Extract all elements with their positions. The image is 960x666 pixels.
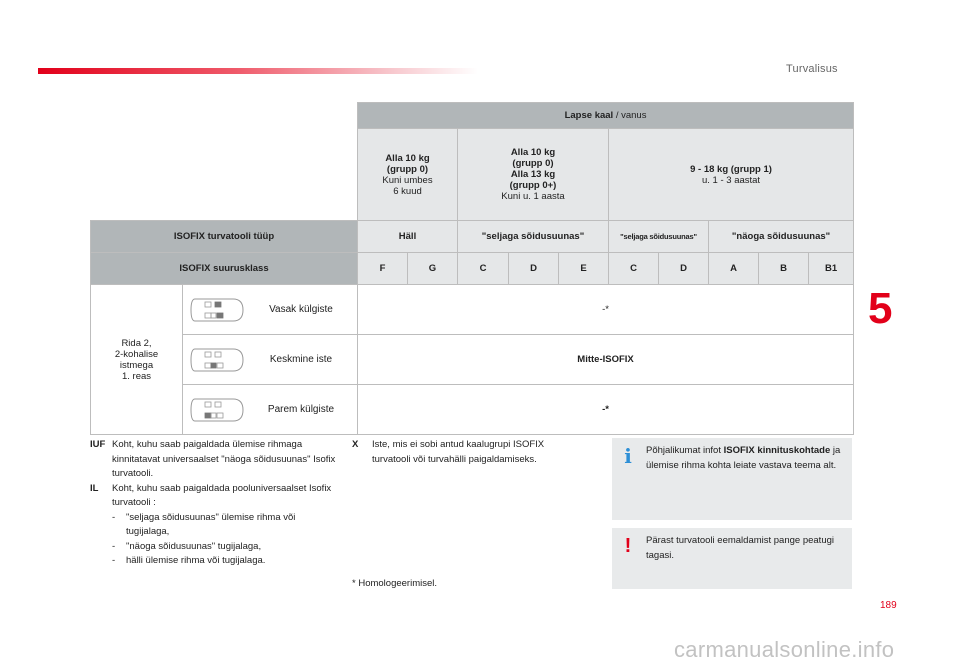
list-item: [90, 511, 340, 540]
x-key: X: [352, 439, 359, 450]
watermark: carmanualsonline.info: [674, 637, 895, 662]
list-item-text: "seljaga sõidusuunas" ülemise rihma või tugijalaga,: [126, 511, 296, 537]
size-class: D: [509, 253, 559, 285]
group-1-sub: u. 1 - 3 aastat: [701, 174, 761, 186]
seat-left-value: -*: [358, 285, 854, 335]
chapter-number: 5: [868, 284, 893, 333]
seat-middle-label: Keskmine iste: [269, 354, 333, 365]
group-0-line: (grupp 0): [386, 163, 429, 175]
size-class: B1: [809, 253, 854, 285]
list-item-text: "näoga sõidusuunas" tugijalaga,: [126, 540, 262, 552]
footnote: * Homologeerimisel.: [352, 578, 438, 589]
size-class: D: [659, 253, 709, 285]
seat-middle-cell: [183, 335, 358, 385]
il-key: IL: [90, 482, 99, 494]
weight-header-rest: / vanus: [613, 110, 647, 121]
list-dash: -: [112, 511, 116, 523]
page-number: 189: [880, 600, 897, 611]
group-0plus-sub: Kuni u. 1 aasta: [501, 191, 565, 202]
weight-header: [358, 103, 854, 129]
list-item: [90, 540, 340, 555]
group-0-sub: Kuni umbes: [382, 174, 433, 186]
info-text: [646, 444, 842, 473]
group-1-line: 9 - 18 kg (grupp 1): [690, 163, 772, 175]
car-seat-middle-icon: [189, 345, 245, 375]
size-class: G: [408, 253, 458, 285]
size-class: A: [709, 253, 759, 285]
group-0-sub: 6 kuud: [393, 185, 422, 197]
seat-right-label: Parem külgiste: [267, 404, 335, 415]
warning-icon: !: [624, 535, 632, 557]
group-0plus-cell: [458, 129, 609, 221]
car-seat-left-icon: [189, 295, 245, 325]
info-icon: i: [624, 444, 632, 468]
size-class: E: [559, 253, 609, 285]
red-header-bar: [38, 68, 478, 74]
isofix-size-label: ISOFIX suurusklass: [91, 253, 358, 285]
il-text: Koht, kuhu saab paigaldada pooluniversaalset Isofix turvatooli :: [112, 482, 332, 508]
list-dash: -: [112, 540, 116, 552]
iuf-key: IUF: [90, 439, 106, 450]
row-label-line: istmega: [119, 359, 154, 371]
isofix-type-label: ISOFIX turvatooli tüüp: [91, 221, 358, 253]
size-class: C: [458, 253, 509, 285]
seat-left-cell: [183, 285, 358, 335]
group-0-line: Alla 10 kg: [385, 152, 430, 164]
info-text-bold: ISOFIX kinnituskohtade: [723, 445, 831, 456]
group-0plus-line: (grupp 0+): [509, 180, 557, 191]
info-box: [612, 438, 852, 520]
type-rear-facing: "seljaga sõidusuunas": [458, 221, 609, 253]
car-seat-right-icon: [189, 395, 245, 425]
size-class: B: [759, 253, 809, 285]
row-label-line: Rida 2,: [121, 337, 152, 349]
info-text-pre: Põhjalikumat infot: [646, 445, 724, 456]
group-0-cell: [358, 129, 458, 221]
seat-right-value: -*: [358, 385, 854, 435]
warning-box: [612, 528, 852, 589]
legend-notes: [90, 438, 340, 569]
warning-text: Pärast turvatooli eemaldamist pange peatugi tagasi.: [646, 535, 835, 561]
section-title: Turvalisus: [786, 63, 838, 75]
list-item: [90, 554, 340, 569]
group-1-cell: [609, 129, 854, 221]
group-0plus-line: (grupp 0): [512, 158, 554, 169]
group-0plus-line: Alla 10 kg: [510, 147, 556, 158]
row-label-line: 2-kohalise: [114, 348, 159, 360]
type-cradle: Häll: [358, 221, 458, 253]
group-0plus-line: Alla 13 kg: [510, 169, 556, 180]
seat-left-label: Vasak külgiste: [269, 304, 333, 315]
seat-right-cell: [183, 385, 358, 435]
list-item-text: hälli ülemise rihma või tugijalaga.: [126, 555, 266, 566]
type-forward-facing: "näoga sõidusuunas": [709, 221, 854, 253]
x-note: [352, 438, 582, 467]
row-label-cell: [91, 285, 183, 435]
iuf-text: Koht, kuhu saab paigaldada ülemise rihmaga kinnitatavat universaalset "näoga sõidusuunas" Isofix turvatooli.: [112, 439, 336, 479]
row-label-line: 1. reas: [121, 370, 152, 382]
weight-header-bold: Lapse kaal: [564, 110, 614, 121]
x-text: Iste, mis ei sobi antud kaalugrupi ISOFIX turvatooli või turvahälli paigaldamiseks.: [372, 439, 545, 465]
size-class: F: [358, 253, 408, 285]
type-rear-facing-2: "seljaga sõidusuunas": [609, 221, 709, 253]
size-class: C: [609, 253, 659, 285]
seat-middle-value: Mitte-ISOFIX: [358, 335, 854, 385]
list-dash: -: [112, 555, 116, 566]
isofix-table: [90, 102, 854, 435]
info-text-post: ja ülemise rihma kohta leiate vastava teema alt.: [646, 445, 841, 471]
